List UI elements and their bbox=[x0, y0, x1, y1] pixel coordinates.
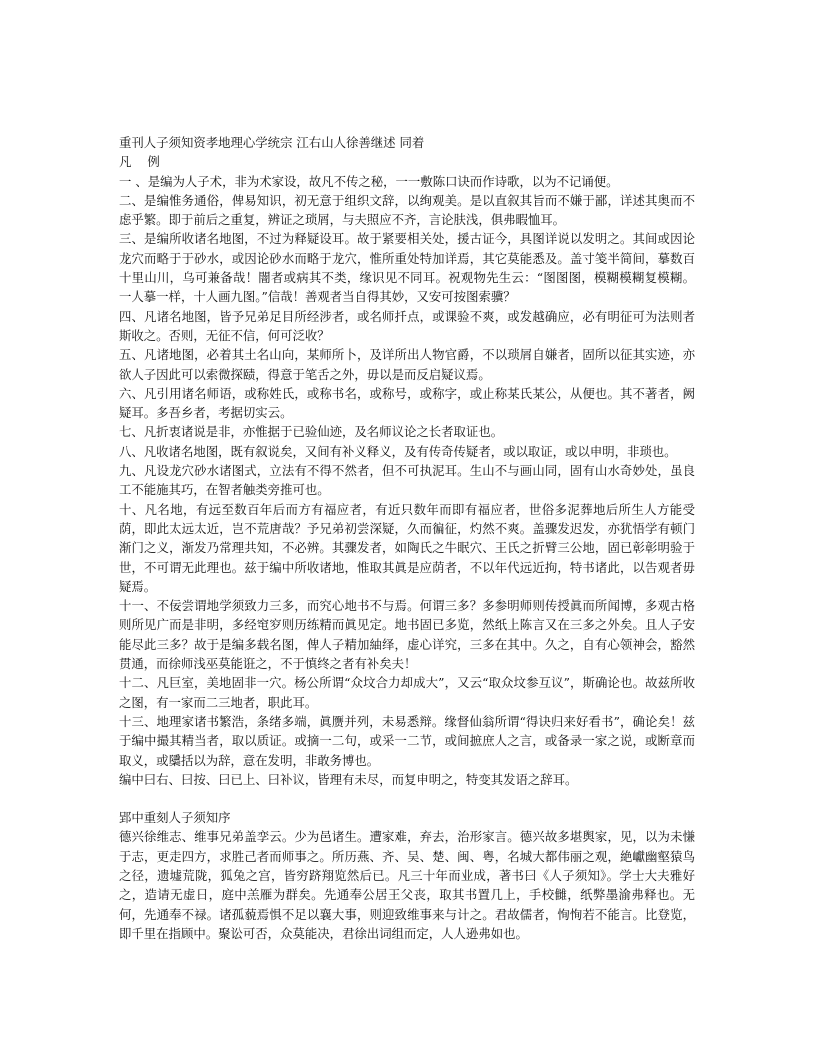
fanli-item-3: 三、是编所收诸名地图，不过为释疑设耳。故于紧要相关处，援古证今，具图详说以发明之。其间或因论龙穴而略于于砂水，或因论砂水而略于龙穴，惟所重处特加详焉，其它莫能悉及。盖寸笺半简间，摹数百十里山川，乌可兼备哉！闇者或病其不类，缘识见不同耳。祝观物先生云：“图图图，模糊模糊复模糊。一人摹一样，十人画九图。”信哉！善观者当自得其妙，又安可按图索骥？ bbox=[119, 231, 695, 305]
section-heading-fanli: 凡 例 bbox=[119, 154, 166, 170]
fanli-item-13: 十三、地理家诸书繁浩，条绪多端，眞赝并列，未易悉辩。缘督仙翁所谓“得诀归来好看书”，确论矣！兹于编中撮其精当者，取以质证。或摘一二句，或采一二节，或间摭庶人之言，或备录一家之说，或断章而取义，或櫽括以为辞，意在发明，非敢务博也。 bbox=[119, 713, 695, 768]
section-spacer bbox=[119, 789, 695, 808]
preface-title: 郢中重刻人子须知序 bbox=[119, 810, 231, 826]
fanli-item-2: 二、是编惟务通俗，俾易知识，初无意于组织文辞，以绚观美。是以直叙其旨而不嫌于鄙，详述其奥而不虑乎繁。即于前后之重复，辨证之琐屑，与夫照应不齐，言论肤浅，俱弗暇恤耳。 bbox=[119, 192, 695, 228]
fanli-closing-note: 编中曰右、曰按、曰已上、曰补议，皆理有未尽，而复申明之，特变其发语之辞耳。 bbox=[119, 771, 578, 787]
fanli-item-5: 五、凡诸地图，必着其土名山向，某师所卜，及详所出人物官爵，不以琐屑自嫌者，固所以征其实迹，亦欲人子因此可以索微探赜，得意于笔舌之外，毋以是而反启疑议焉。 bbox=[119, 347, 695, 382]
fanli-item-11: 十一、不佞尝谓地学须致力三多，而究心地书不与焉。何谓三多？多参明师则传授眞而所闻博，多观古格则所见广而是非明，多经窀穸则历练精而眞见定。地书固已多览，然纸上陈言又在三多之外矣。且人子安能尽此三多？故于是编多载名图，俾人子精加紬绎，虚心详究，三多在其中。久之，自有心领神会，豁然贯通，而徐师浅巫莫能诳之，不于慎终之者有补矣夫！ bbox=[119, 598, 695, 672]
book-title: 重刊人子须知资孝地理心学统宗 江右山人徐善继述 同着 bbox=[119, 135, 425, 150]
fanli-item-1: 一 、是编为人子术，非为术家设，故凡不传之秘，一一敷陈口诀而作诗歌，以为不记诵便。 bbox=[119, 173, 619, 189]
document-body bbox=[119, 133, 695, 943]
fanli-item-9: 九、凡设龙穴砂水诸图式，立法有不得不然者，但不可执泥耳。生山不与画山同，固有山水奇妙处，虽良工不能施其巧，在智者触类旁推可也。 bbox=[119, 463, 695, 498]
fanli-item-12: 十二、凡巨室，美地固非一穴。杨公所谓“众坟合力却成大”，又云“取众坟参互议”，斯确论也。故兹所收之图，有一家而二三地者，职此耳。 bbox=[119, 675, 695, 710]
fanli-item-7: 七、凡折衷诸说是非，亦惟据于已验仙迹，及名师议论之长者取证也。 bbox=[119, 424, 504, 440]
fanli-item-6: 六、凡引用诸名师语，或称姓氏，或称书名，或称号，或称字，或止称某氏某公，从便也。其不著者，阙疑耳。多吾乡者，考据切实云。 bbox=[119, 385, 695, 421]
fanli-item-10: 十、凡名地，有远至数百年后而方有福应者，有近只数年而即有福应者，世俗多泥葬地后所生人方能受荫，即此太远太近，岂不荒唐哉？予兄弟初尝深疑，久而徧征，灼然不爽。盖骤发迟发，亦犹悟学有顿门渐门之义，渐发乃常理共知，不必辨。其骤发者，如陶氏之牛眠穴、王氏之折臂三公地，固已彰彰明验于世，不可谓无此理也。兹于编中所收诸地，惟取其眞是应荫者，不以年代远近拘，特书诸此，以告观者毋疑焉。 bbox=[119, 501, 695, 594]
fanli-item-8: 八、凡收诸名地图，既有叙说矣，又间有补义释义，及有传奇传疑者，或以取证，或以申明，非琐也。 bbox=[119, 443, 677, 459]
fanli-item-4: 四、凡诸名地图，皆予兄弟足目所经涉者，或名师扦点，或课验不爽，或发越确应，必有明征可为法则者斯收之。否则，无征不信，何可泛收？ bbox=[119, 308, 695, 343]
preface-body: 德兴徐维志、维事兄弟盖孪云。少为邑诸生。遭家难，弃去，治形家言。德兴故多堪舆家，见，以为未慊于志，更走四方，求胜己者而师事之。所历燕、齐、吴、楚、闽、粤，名城大都伟丽之观，絶巘幽壑猿鸟之径，遗墟荒陇，狐兔之宫，皆穷跻翔览然后已。凡三十年而业成，著书曰《人子须知》。学士大夫雅好之，造请无虚日，庭中羔雁为群矣。先通奉公居王父丧，取其书置几上，手校雠，纸弊墨渝弗释也。无何，先通奉不禄。诸孤藐焉惧不足以襄大事，则迎致维事来与计之。君故儒者，恂恂若不能言。比登览，即千里在指顾中。聚讼可否，众莫能决，君徐出词组而定，人人逊弗如也。 bbox=[119, 829, 695, 941]
